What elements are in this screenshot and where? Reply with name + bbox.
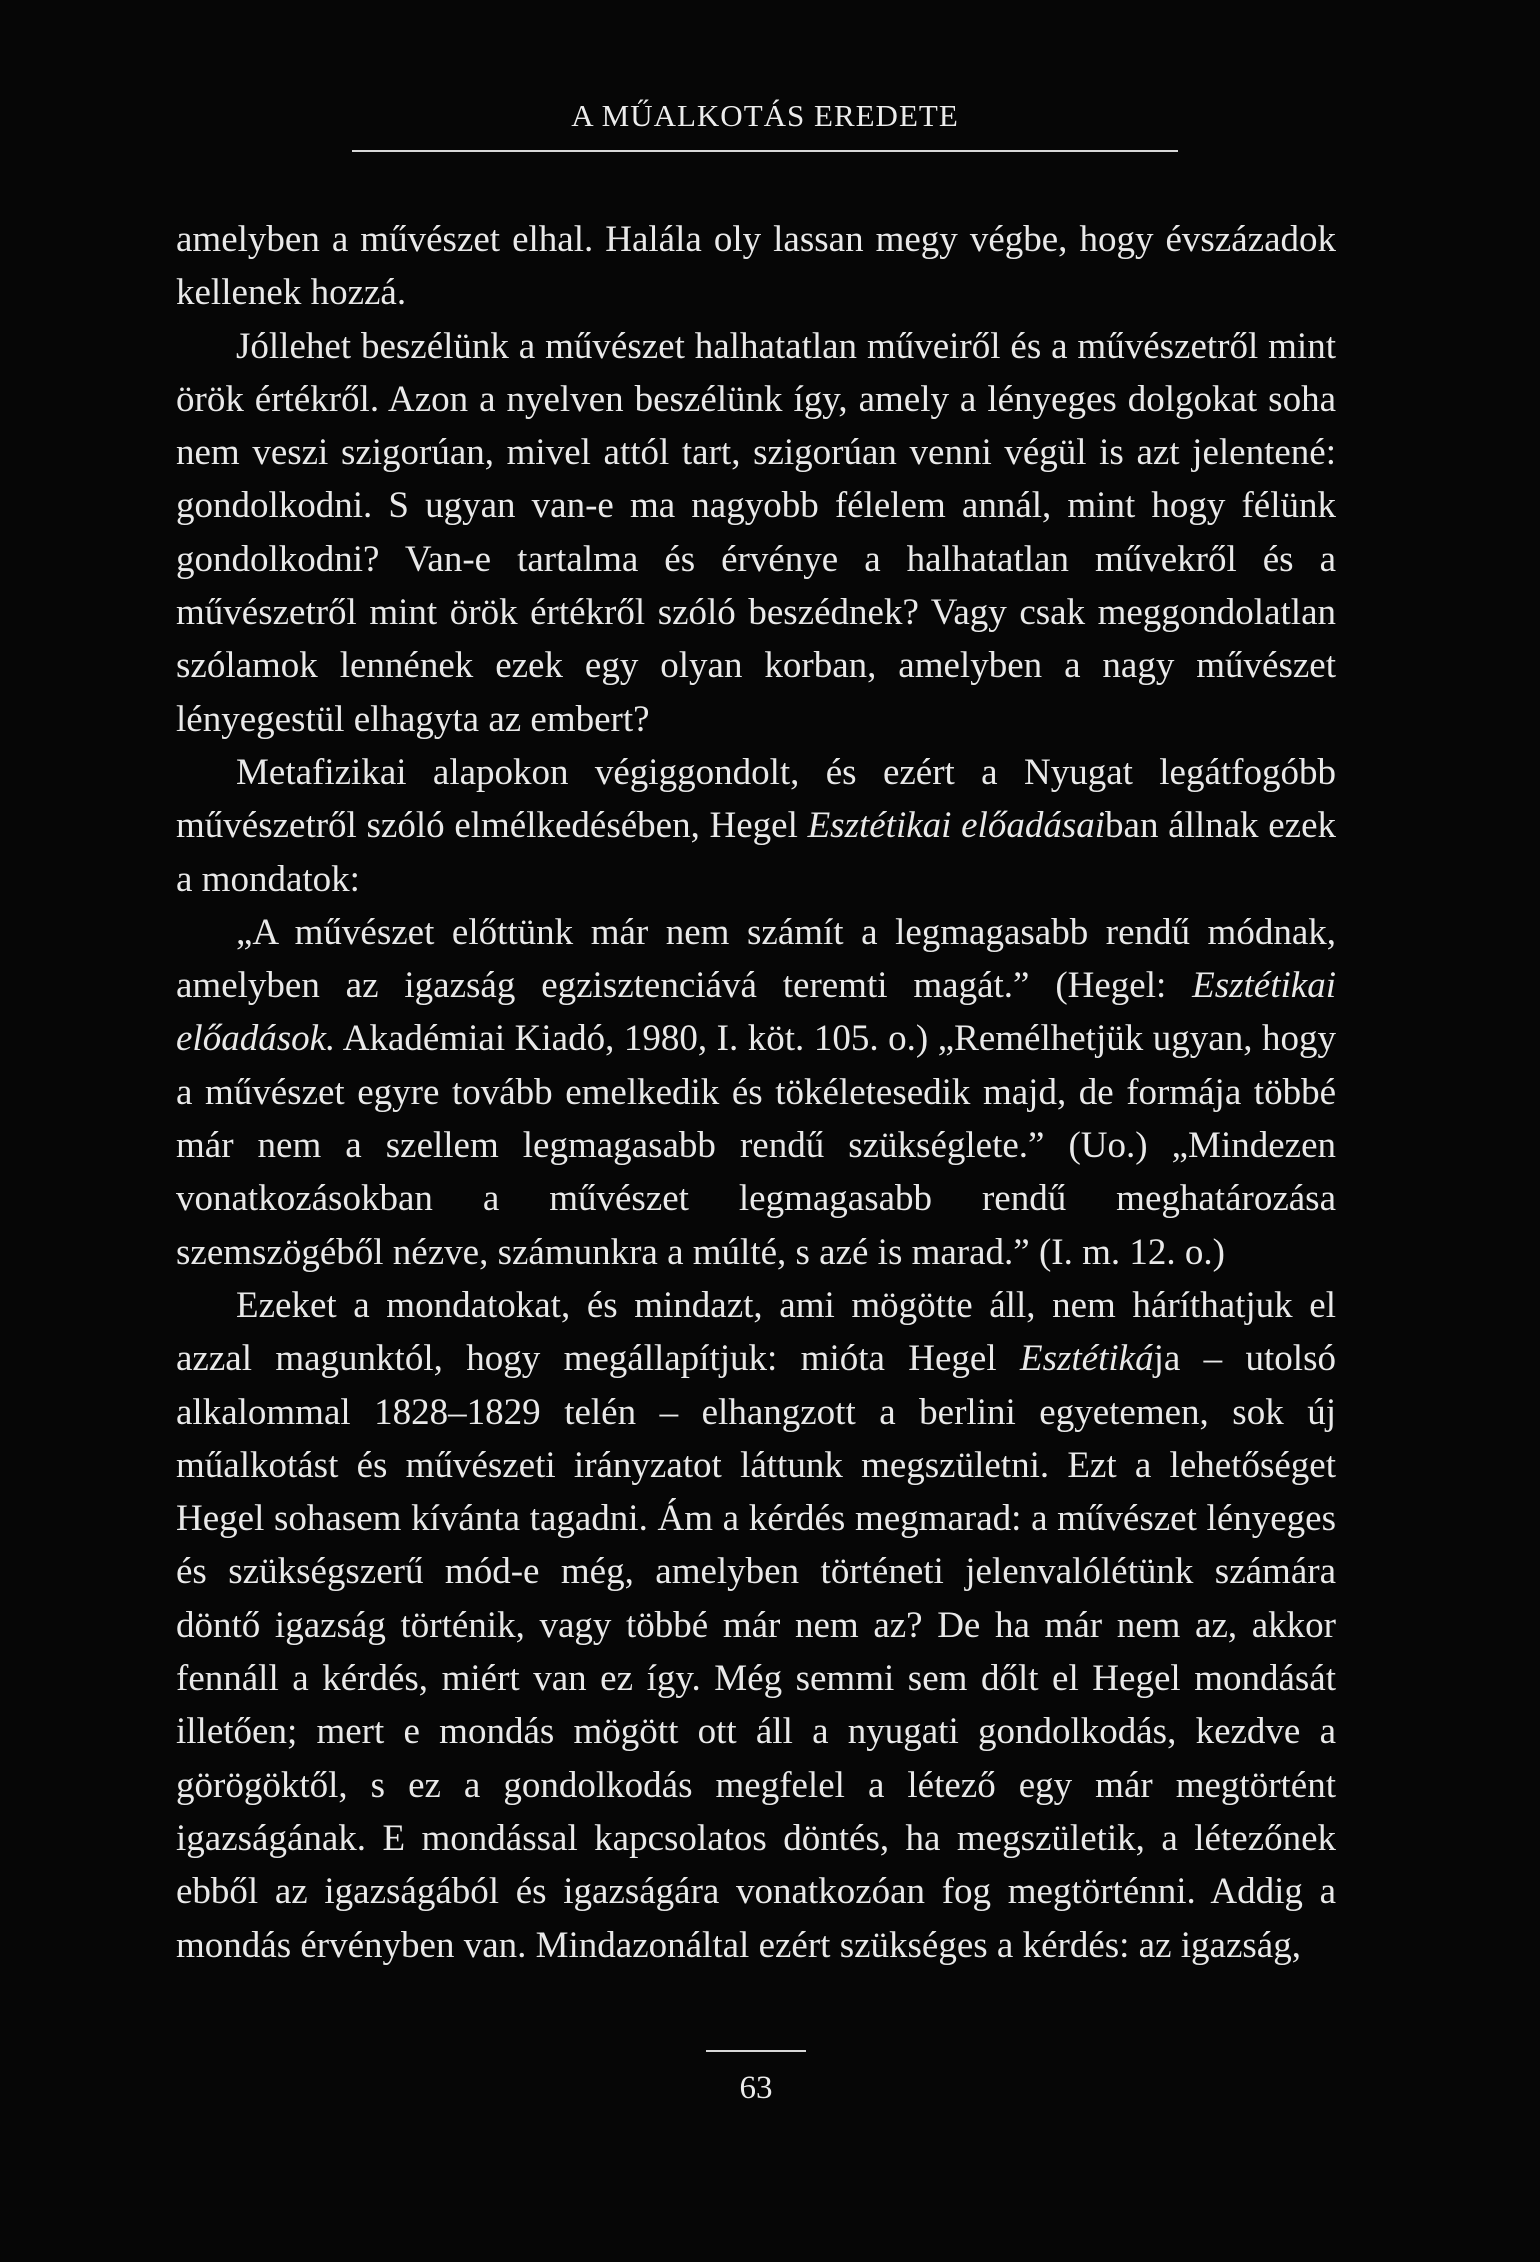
footer-rule	[706, 2050, 806, 2052]
paragraph-5-text-b: ja – utolsó alkalommal 1828–1829 telén – elhangzott a berlini egyetemen, sok új műalkotást és művészeti irányzatot láttunk megszületni. Ezt a lehetőséget Hegel sohasem kívánta tagadni. Ám a kérdés megmarad: a művészet lényeges és szükségszerű mód-e még, amelyben történeti jelenvalólétünk számára döntő igazság történik, vagy többé már nem az? De ha már nem az, akkor fennáll a kérdés, miért van ez így. Még semmi sem dőlt el Hegel mondását illetően; mert e mondás mögött ott áll a nyugati gondolkodás, kezdve a görögöktől, s ez a gondolkodás megfelel a létező egy már megtörtént igazságának. E mondással kapcsolatos döntés, ha megszületik, a létezőnek ebből az igazságából és igazságára vonatkozóan fog megtörténni. Addig a mondás érvényben van. Mindazonáltal ezért szükséges a kérdés: az igazság,	[176, 1338, 1336, 1966]
paragraph-5-text-a: Ezeket a mondatokat, és mindazt, ami mögötte áll, nem háríthatjuk el azzal magunktól, hogy megállapítjuk: mióta Hegel	[176, 1284, 1336, 1380]
paragraph-1: amelyben a művészet elhal. Halála oly lassan megy végbe, hogy évszázadok kellenek hozzá.	[176, 219, 1336, 314]
work-title-italic-2: Esztétiká	[1020, 1338, 1154, 1380]
quotation-text-a: „A művészet előttünk már nem számít a legmagasabb rendű módnak, amelyben az igazság egzisztenciává teremti magát.” (Hegel:	[176, 911, 1336, 1007]
header-rule	[352, 150, 1178, 152]
body-text	[176, 213, 1336, 1972]
page-number: 63	[739, 2070, 773, 2106]
paragraph-5	[176, 1279, 1336, 1972]
citation-title-italic: Esztétikai előadások.	[176, 965, 1336, 1060]
paragraph-3-text-b: ban állnak ezek a mondatok:	[176, 805, 1337, 900]
work-title-italic: Esztétikai előadásai	[807, 805, 1106, 847]
paragraph-2: Jóllehet beszélünk a művészet halhatatlan műveiről és a művészetről mint örök értékről. Azon a nyelven beszélünk így, amely a lényeges dolgokat soha nem veszi szigorúan, mivel attól tart, szigorúan venni végül is azt jelentené: gondolkodni. S ugyan van-e ma nagyobb félelem annál, mint hogy félünk gondolkodni? Van-e tartalma és érvénye a halhatatlan művekről és a művészetről mint örök értékről szóló beszédnek? Vagy csak meggondolatlan szólamok lennének ezek egy olyan korban, amelyben a nagy művészet lényegestül elhagyta az embert?	[176, 325, 1336, 740]
paragraph-3-text-a: Metafizikai alapokon végiggondolt, és ezért a Nyugat legátfogóbb művészetről szóló elmélkedésében, Hegel	[176, 751, 1336, 847]
paragraph-3	[176, 746, 1336, 906]
quotation-text-b: Akadémiai Kiadó, 1980, I. köt. 105. o.) „Remélhetjük ugyan, hogy a művészet egyre tovább emelkedik és tökéletesedik majd, de formája többé már nem a szellem legmagasabb rendű szükséglete.” (Uo.) „Mindezen vonatkozásokban a művészet legmagasabb rendű meghatározása szemszögéből nézve, számunkra a múlté, s azé is marad.” (I. m. 12. o.)	[176, 1018, 1336, 1273]
running-head: A MŰALKOTÁS EREDETE	[571, 98, 959, 133]
quotation-paragraph	[176, 906, 1336, 1279]
